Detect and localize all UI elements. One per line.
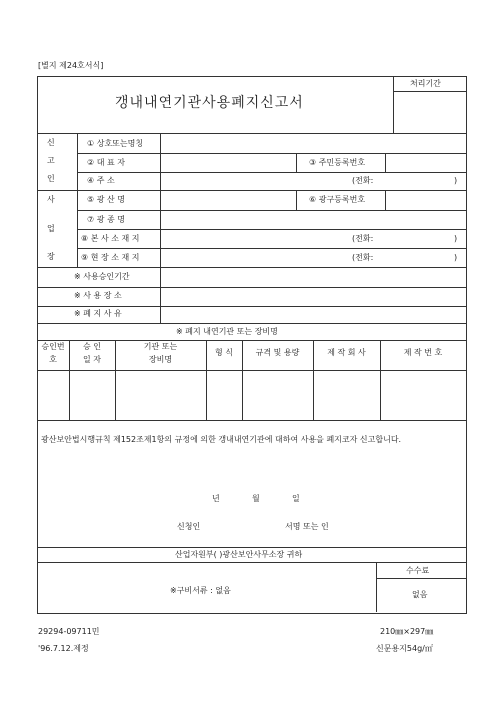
enacted-date: '96.7.12.제정 — [38, 644, 89, 653]
approval-date-header-2: 일 자 — [83, 355, 101, 364]
workplace-label-1: 사 — [47, 195, 55, 204]
serial-header: 제 작 번 호 — [403, 348, 443, 357]
paper-size: 210㎜×297㎜ — [380, 627, 434, 636]
phone-open-1: (전화: — [352, 176, 374, 185]
mine-reg-number-label: ⑥ 광구등록번호 — [309, 195, 366, 204]
resident-number-label: ③ 주민등록번호 — [309, 158, 366, 167]
date-month: 월 — [252, 494, 260, 503]
phone-close-3: ) — [454, 253, 458, 262]
equipment-header-2: 장비명 — [148, 355, 173, 364]
usage-period-label: ※ 사용승인기간 — [74, 272, 130, 281]
head-office-label: ⑧ 본 사 소 재 지 — [81, 234, 140, 243]
phone-close-2: ) — [454, 234, 458, 243]
company-name-label: ① 상호또는명칭 — [87, 139, 144, 148]
paper-type: 신문용지54g/㎡ — [376, 644, 433, 653]
applicant-label-2: 고 — [47, 156, 55, 165]
approval-no-header-1: 승인번 — [41, 342, 65, 351]
applicant-label-3: 인 — [47, 174, 55, 183]
maker-header: 제 작 회 사 — [327, 348, 366, 357]
workplace-label-2: 업 — [47, 224, 55, 233]
form-number: [별지 제24호서식] — [38, 61, 104, 70]
representative-label: ② 대 표 자 — [87, 158, 125, 167]
address-label: ④ 주 소 — [87, 176, 115, 185]
fee-value: 없음 — [412, 590, 428, 599]
signature-line: 서명 또는 인 — [285, 522, 329, 531]
declaration-text: 광산보안법시행규칙 제152조제1항의 규정에 의한 갱내내연기관에 대하여 사용을 폐지코자 신고합니다. — [41, 435, 402, 444]
date-day: 일 — [292, 494, 300, 503]
attachments: ※구비서류 : 없음 — [170, 586, 231, 595]
phone-close-1: ) — [454, 176, 458, 185]
model-header: 형 식 — [215, 348, 233, 357]
site-location-label: ⑨ 현 장 소 재 지 — [81, 253, 140, 262]
phone-open-3: (전화: — [352, 253, 374, 262]
mineral-type-label: ⑦ 광 종 명 — [87, 215, 125, 224]
processing-period-label: 처리기간 — [410, 79, 441, 88]
applicant-label-1: 신 — [47, 138, 55, 147]
form-title: 갱내내연기관사용폐지신고서 — [115, 95, 304, 111]
fee-label: 수수료 — [406, 566, 430, 575]
phone-open-2: (전화: — [352, 234, 374, 243]
approval-no-header-2: 호 — [49, 355, 57, 364]
usage-location-label: ※ 사 용 장 소 — [74, 291, 122, 300]
equipment-header-1: 기관 또는 — [143, 342, 178, 351]
approval-date-header-1: 승 인 — [83, 342, 101, 351]
mine-name-label: ⑤ 광 산 명 — [87, 195, 125, 204]
addressee: 산업자원부( )광산보안사무소장 귀하 — [175, 550, 303, 559]
workplace-label-3: 장 — [47, 252, 55, 261]
applicant-line: 신청인 — [177, 522, 201, 531]
spec-header: 규격 및 용량 — [255, 348, 300, 357]
details-heading: ※ 폐지 내연기관 또는 장비명 — [176, 327, 278, 336]
doc-code: 29294-09711민 — [38, 627, 100, 636]
date-year: 년 — [212, 494, 220, 503]
abolition-reason-label: ※ 폐 지 사 유 — [74, 309, 122, 318]
